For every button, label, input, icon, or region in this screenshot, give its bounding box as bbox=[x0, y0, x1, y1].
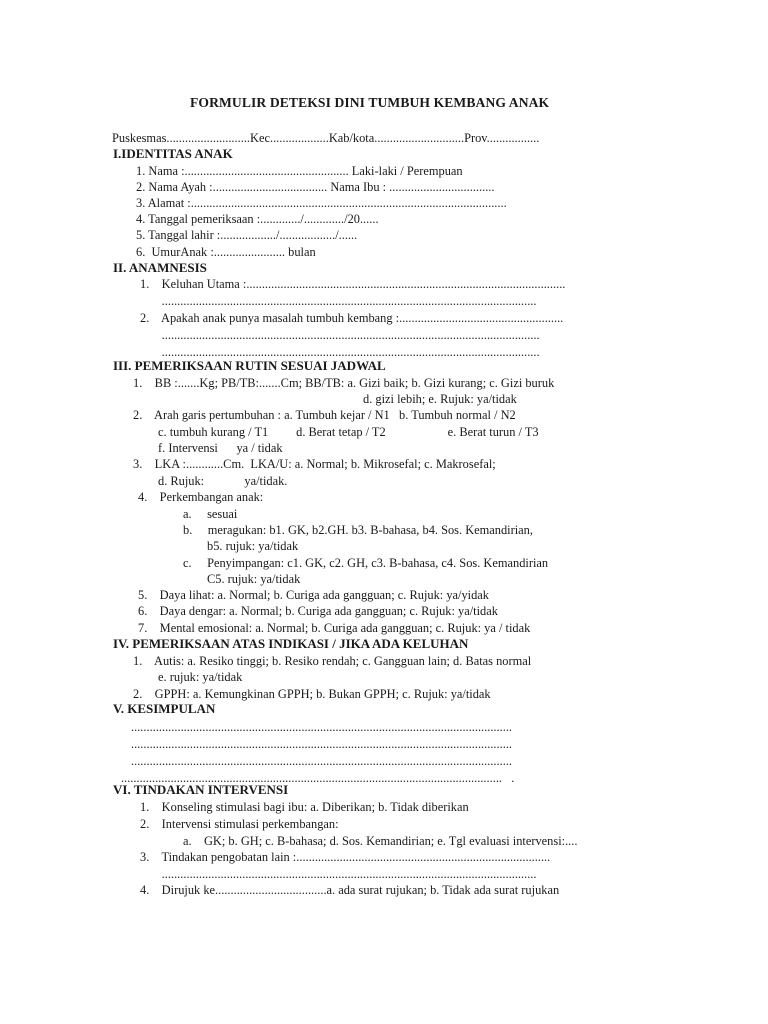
section-heading-intervensi: VI. TINDAKAN INTERVENSI bbox=[113, 782, 289, 797]
kesimpulan-line-3: ........................................................................................................................... bbox=[131, 754, 513, 768]
indikasi-gpph: 2. GPPH: a. Kemungkinan GPPH; b. Bukan GPPH; c. Rujuk: ya/tidak bbox=[133, 687, 491, 701]
rutin-daya-lihat: 5. Daya lihat: a. Normal; b. Curiga ada gangguan; c. Rujuk: ya/yidak bbox=[138, 588, 489, 602]
intervensi-stimulasi-a: a. GK; b. GH; c. B-bahasa; d. Sos. Kemandirian; e. Tgl evaluasi intervensi:.... bbox=[183, 834, 578, 848]
identitas-nama: 1. Nama :..................................................... Laki-laki / Perempuan bbox=[136, 164, 463, 178]
identitas-tanggal-pemeriksaan: 4. Tanggal pemeriksaan :............./............./20...... bbox=[136, 212, 379, 226]
section-heading-kesimpulan: V. KESIMPULAN bbox=[113, 701, 216, 716]
rutin-bb: 1. BB :.......Kg; PB/TB:.......Cm; BB/TB: a. Gizi baik; b. Gizi kurang; c. Gizi buruk bbox=[133, 376, 555, 390]
kesimpulan-line-4: ........................................................................................................................... . bbox=[121, 771, 515, 785]
rutin-lka-rujuk: d. Rujuk: ya/tidak. bbox=[158, 474, 288, 488]
rutin-daya-dengar: 6. Daya dengar: a. Normal; b. Curiga ada gangguan; c. Rujuk: ya/tidak bbox=[138, 604, 498, 618]
intervensi-stimulasi: 2. Intervensi stimulasi perkembangan: bbox=[140, 817, 339, 831]
intervensi-konseling: 1. Konseling stimulasi bagi ibu: a. Diberikan; b. Tidak diberikan bbox=[140, 800, 469, 814]
kesimpulan-line-1: ........................................................................................................................... bbox=[131, 720, 513, 734]
section-heading-indikasi: IV. PEMERIKSAAN ATAS INDIKASI / JIKA ADA KELUHAN bbox=[113, 636, 469, 651]
rutin-arah-garis-cont: c. tumbuh kurang / T1 d. Berat tetap / T2 e. Berat turun / T3 bbox=[158, 425, 539, 439]
rutin-perkembangan-a: a. sesuai bbox=[183, 507, 238, 521]
indikasi-autis: 1. Autis: a. Resiko tinggi; b. Resiko rendah; c. Gangguan lain; d. Batas normal bbox=[133, 654, 532, 668]
identitas-nama-ayah-ibu: 2. Nama Ayah :..................................... Nama Ibu : .................................. bbox=[136, 180, 495, 194]
header-fields: Puskesmas...........................Kec...................Kab/kota.............................Prov................. bbox=[112, 131, 540, 145]
anamnesis-masalah-cont2: .......................................................................................................................... bbox=[140, 345, 540, 359]
anamnesis-keluhan-cont: ......................................................................................................................... bbox=[140, 294, 537, 308]
kesimpulan-line-2: ........................................................................................................................... bbox=[131, 737, 513, 751]
anamnesis-keluhan: 1. Keluhan Utama :....................................................................................................... bbox=[140, 277, 566, 291]
rutin-intervensi: f. Intervensi ya / tidak bbox=[158, 441, 283, 455]
rutin-bb-cont: d. gizi lebih; e. Rujuk: ya/tidak bbox=[363, 392, 517, 406]
section-heading-anamnesis: II. ANAMNESIS bbox=[113, 260, 207, 275]
rutin-arah-garis: 2. Arah garis pertumbuhan : a. Tumbuh kejar / N1 b. Tumbuh normal / N2 bbox=[133, 408, 516, 422]
rutin-perkembangan-c-cont: C5. rujuk: ya/tidak bbox=[207, 572, 301, 586]
rutin-perkembangan-b: b. meragukan: b1. GK, b2.GH. b3. B-bahasa, b4. Sos. Kemandirian, bbox=[183, 523, 533, 537]
identitas-alamat: 3. Alamat :...................................................................................................... bbox=[136, 196, 507, 210]
identitas-umur: 6. UmurAnak :....................... bulan bbox=[136, 245, 316, 259]
indikasi-autis-rujuk: e. rujuk: ya/tidak bbox=[158, 670, 243, 684]
rutin-mental-emosional: 7. Mental emosional: a. Normal; b. Curiga ada gangguan; c. Rujuk: ya / tidak bbox=[138, 621, 531, 635]
section-heading-pemeriksaan-rutin: III. PEMERIKSAAN RUTIN SESUAI JADWAL bbox=[113, 358, 386, 373]
rutin-perkembangan-c: c. Penyimpangan: c1. GK, c2. GH, c3. B-bahasa, c4. Sos. Kemandirian bbox=[183, 556, 549, 570]
identitas-tanggal-lahir: 5. Tanggal lahir :................../................../...... bbox=[136, 228, 358, 242]
anamnesis-masalah: 2. Apakah anak punya masalah tumbuh kembang :..................................................... bbox=[140, 311, 564, 325]
rutin-perkembangan: 4. Perkembangan anak: bbox=[138, 490, 264, 504]
form-title: FORMULIR DETEKSI DINI TUMBUH KEMBANG ANAK bbox=[190, 95, 550, 110]
intervensi-pengobatan-cont: ......................................................................................................................... bbox=[140, 867, 537, 881]
rutin-lka: 3. LKA :............Cm. LKA/U: a. Normal; b. Mikrosefal; c. Makrosefal; bbox=[133, 457, 496, 471]
section-heading-identitas: I.IDENTITAS ANAK bbox=[113, 146, 233, 161]
intervensi-dirujuk: 4. Dirujuk ke....................................a. ada surat rujukan; b. Tidak ada surat rujukan bbox=[140, 883, 560, 897]
anamnesis-masalah-cont1: .......................................................................................................................... bbox=[140, 328, 540, 342]
rutin-perkembangan-b-cont: b5. rujuk: ya/tidak bbox=[207, 539, 299, 553]
intervensi-pengobatan: 3. Tindakan pengobatan lain :.................................................................................. bbox=[140, 850, 551, 864]
